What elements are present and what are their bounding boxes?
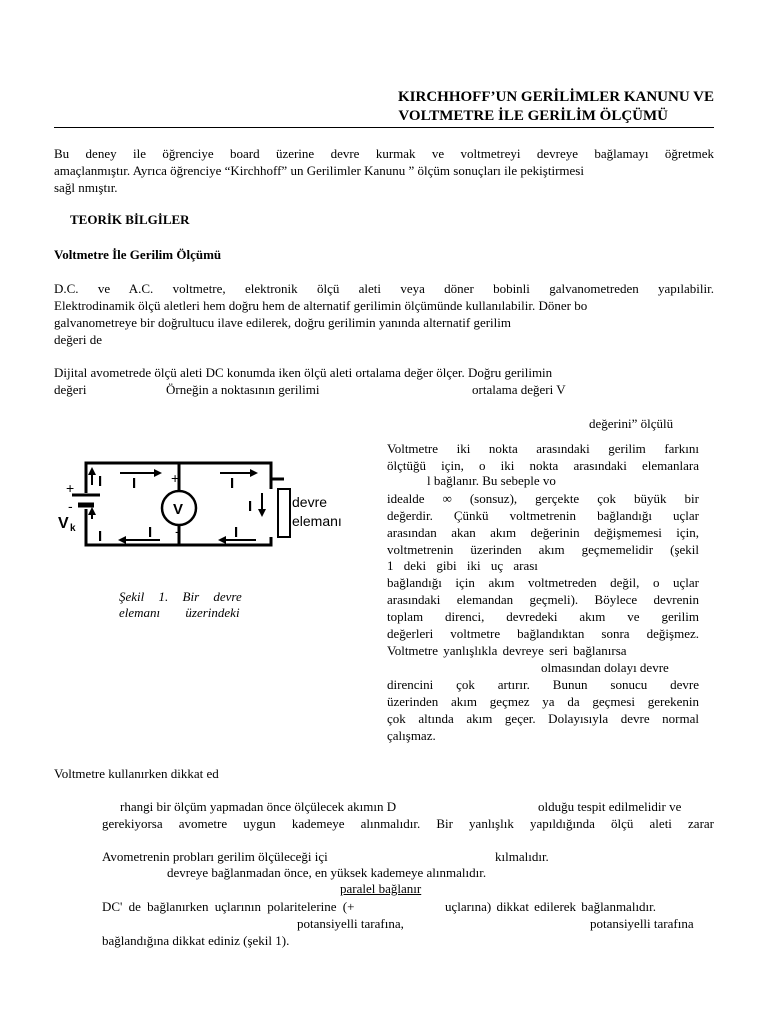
right-col-line-3: l bağlanır. Bu sebeple vo <box>427 473 556 488</box>
usage-bullet-5-line-3: bağlandığına dikkat ediniz (şekil 1). <box>102 933 290 948</box>
usage-bullet-2-a: Avometrenin probları gerilim ölçüleceği içi <box>102 849 328 864</box>
usage-bullet-2-b: kılmalıdır. <box>495 849 549 864</box>
element-resistor <box>278 489 290 537</box>
current-label: I <box>98 528 103 545</box>
right-col-line-2: ölçtüğü için, o iki nokta arasındaki elemanlara <box>387 458 699 473</box>
right-col-line-6: arasından akan akım değerinin değişmemesi için, <box>387 525 699 540</box>
title-divider <box>54 127 714 128</box>
usage-bullet-5-line-2b: potansiyelli tarafına <box>590 916 694 931</box>
usage-bullet-1-b: olduğu tespit edilmelidir ve <box>538 799 682 814</box>
current-label: I <box>234 524 239 541</box>
element-label-line-1: devre <box>292 494 328 510</box>
para2-line-2b: Örneğin a noktasının gerilimi <box>166 382 320 397</box>
figure-caption-line-2: elemanı üzerindeki <box>119 605 240 620</box>
para2-line-3: değerini” ölçülü <box>589 416 674 431</box>
right-col-line-14: olmasından dolayı devre <box>541 660 669 675</box>
para1-line-3: galvanometreye bir doğrultucu ilave edilerek, doğru gerilimin yanında alternatif gerilim <box>54 315 512 330</box>
right-col-line-16: üzerinden akım geçmez ya da geçmesi gerekenin <box>387 694 699 709</box>
usage-bullet-1-a: rhangi bir ölçüm yapmadan önce ölçülecek akımın D <box>120 799 397 814</box>
para1-line-1: D.C. ve A.C. voltmetre, elektronik ölçü aleti veya döner bobinli galvanometreden yapılabilir. <box>54 281 714 296</box>
right-col-line-15: direncini çok artırır. Bunun sonucu devre <box>387 677 699 692</box>
right-col-line-10: arasındaki elemandan geçmeli). Böylece devrenin <box>387 592 699 607</box>
right-col-line-11: toplam direnci, devredeki akım ve gerilim <box>387 609 699 624</box>
right-col-line-5: değerdir. Çünkü voltmetrenin bağlandığı uçlar <box>387 508 699 523</box>
current-label: I <box>98 473 103 490</box>
source-subscript: k <box>70 523 76 534</box>
para1-line-4: değeri de <box>54 332 103 347</box>
usage-bullet-3: devreye bağlanmadan önce, en yüksek kademeye alınmalıdır. <box>167 865 487 880</box>
current-label: I <box>248 498 253 515</box>
para1-line-2: Elektrodinamik ölçü aletleri hem doğru hem de alternatif gerilimin ölçümünde kullanılabilir. Döner bo <box>54 298 588 313</box>
usage-bullet-5-b: uçlarına) dikkat edilerek bağlanmalıdır. <box>445 899 657 914</box>
right-col-line-7: voltmetrenin üzerinden akım geçmemelidir (şekil <box>387 542 699 557</box>
battery-minus-sign: - <box>68 498 73 514</box>
voltmeter-plus-sign: + <box>171 470 180 486</box>
current-label: I <box>230 475 235 492</box>
para2-line-2c: ortalama değeri V <box>472 382 566 397</box>
right-col-line-17: çok altında akım geçer. Dolayısıyla devre normal <box>387 711 699 726</box>
figure-caption-line-1: Şekil 1. Bir devre <box>119 589 242 604</box>
element-label-line-2: elemanı <box>292 513 342 529</box>
usage-parallel-note: paralel bağlanır <box>340 881 422 896</box>
right-col-line-1: Voltmetre iki nokta arasındaki gerilim farkını <box>387 441 699 456</box>
title-line-1: KIRCHHOFF’UN GERİLİMLER KANUNU VE <box>398 89 714 105</box>
intro-line-2: amaçlanmıştır. Ayrıca öğrenciye “Kirchhoff” un Gerilimler Kanunu ” ölçüm sonuçları ile pekiştirmesi <box>54 163 584 178</box>
right-col-line-9: bağlandığı için akım voltmetreden değil, o uçlar <box>387 575 699 590</box>
usage-bullet-5-line-2a: potansiyelli tarafına, <box>297 916 404 931</box>
intro-line-1: Bu deney ile öğrenciye board üzerine devre kurmak ve voltmetreyi devreye bağlamayı öğretmek <box>54 146 714 161</box>
subheading: Voltmetre İle Gerilim Ölçümü <box>54 247 222 262</box>
right-col-line-8: 1 deki gibi iki uç arası <box>387 558 538 573</box>
intro-line-3: sağl nmıştır. <box>54 180 118 195</box>
usage-bullet-5-a: DC' de bağlanırken uçlarının polaritelerine (+ <box>102 899 355 914</box>
battery-plus-sign: + <box>66 480 75 496</box>
para2-line-1: Dijital avometrede ölçü aleti DC konumda iken ölçü aleti ortalama değer ölçer. Doğru gerilimin <box>54 365 553 380</box>
title-line-2: VOLTMETRE İLE GERİLİM ÖLÇÜMÜ <box>398 108 668 124</box>
voltmeter-minus-sign: - <box>175 523 180 539</box>
right-col-line-18: çalışmaz. <box>387 728 436 743</box>
current-label: I <box>148 524 153 541</box>
right-col-line-4: idealde ∞ (sonsuz), gerçekte çok büyük bir <box>387 491 699 506</box>
para2-line-2a: değeri <box>54 382 87 397</box>
right-col-line-12: değerleri voltmetre bağlandıktan sonra değişmez. <box>387 626 699 641</box>
source-label: V <box>58 515 69 532</box>
current-label: I <box>132 475 137 492</box>
usage-bullet-1-line-2: gerekiyorsa avometre uygun kademeye alınmalıdır. Bir yanlışlık yapıldığında ölçü aleti zarar <box>102 816 714 831</box>
circuit-diagram <box>56 445 356 575</box>
right-col-line-13: Voltmetre yanlışlıkla devreye seri bağlanırsa <box>387 643 627 658</box>
voltmeter-label: V <box>173 501 184 518</box>
usage-intro: Voltmetre kullanırken dikkat ed <box>54 766 219 781</box>
section-heading: TEORİK BİLGİLER <box>70 212 190 227</box>
